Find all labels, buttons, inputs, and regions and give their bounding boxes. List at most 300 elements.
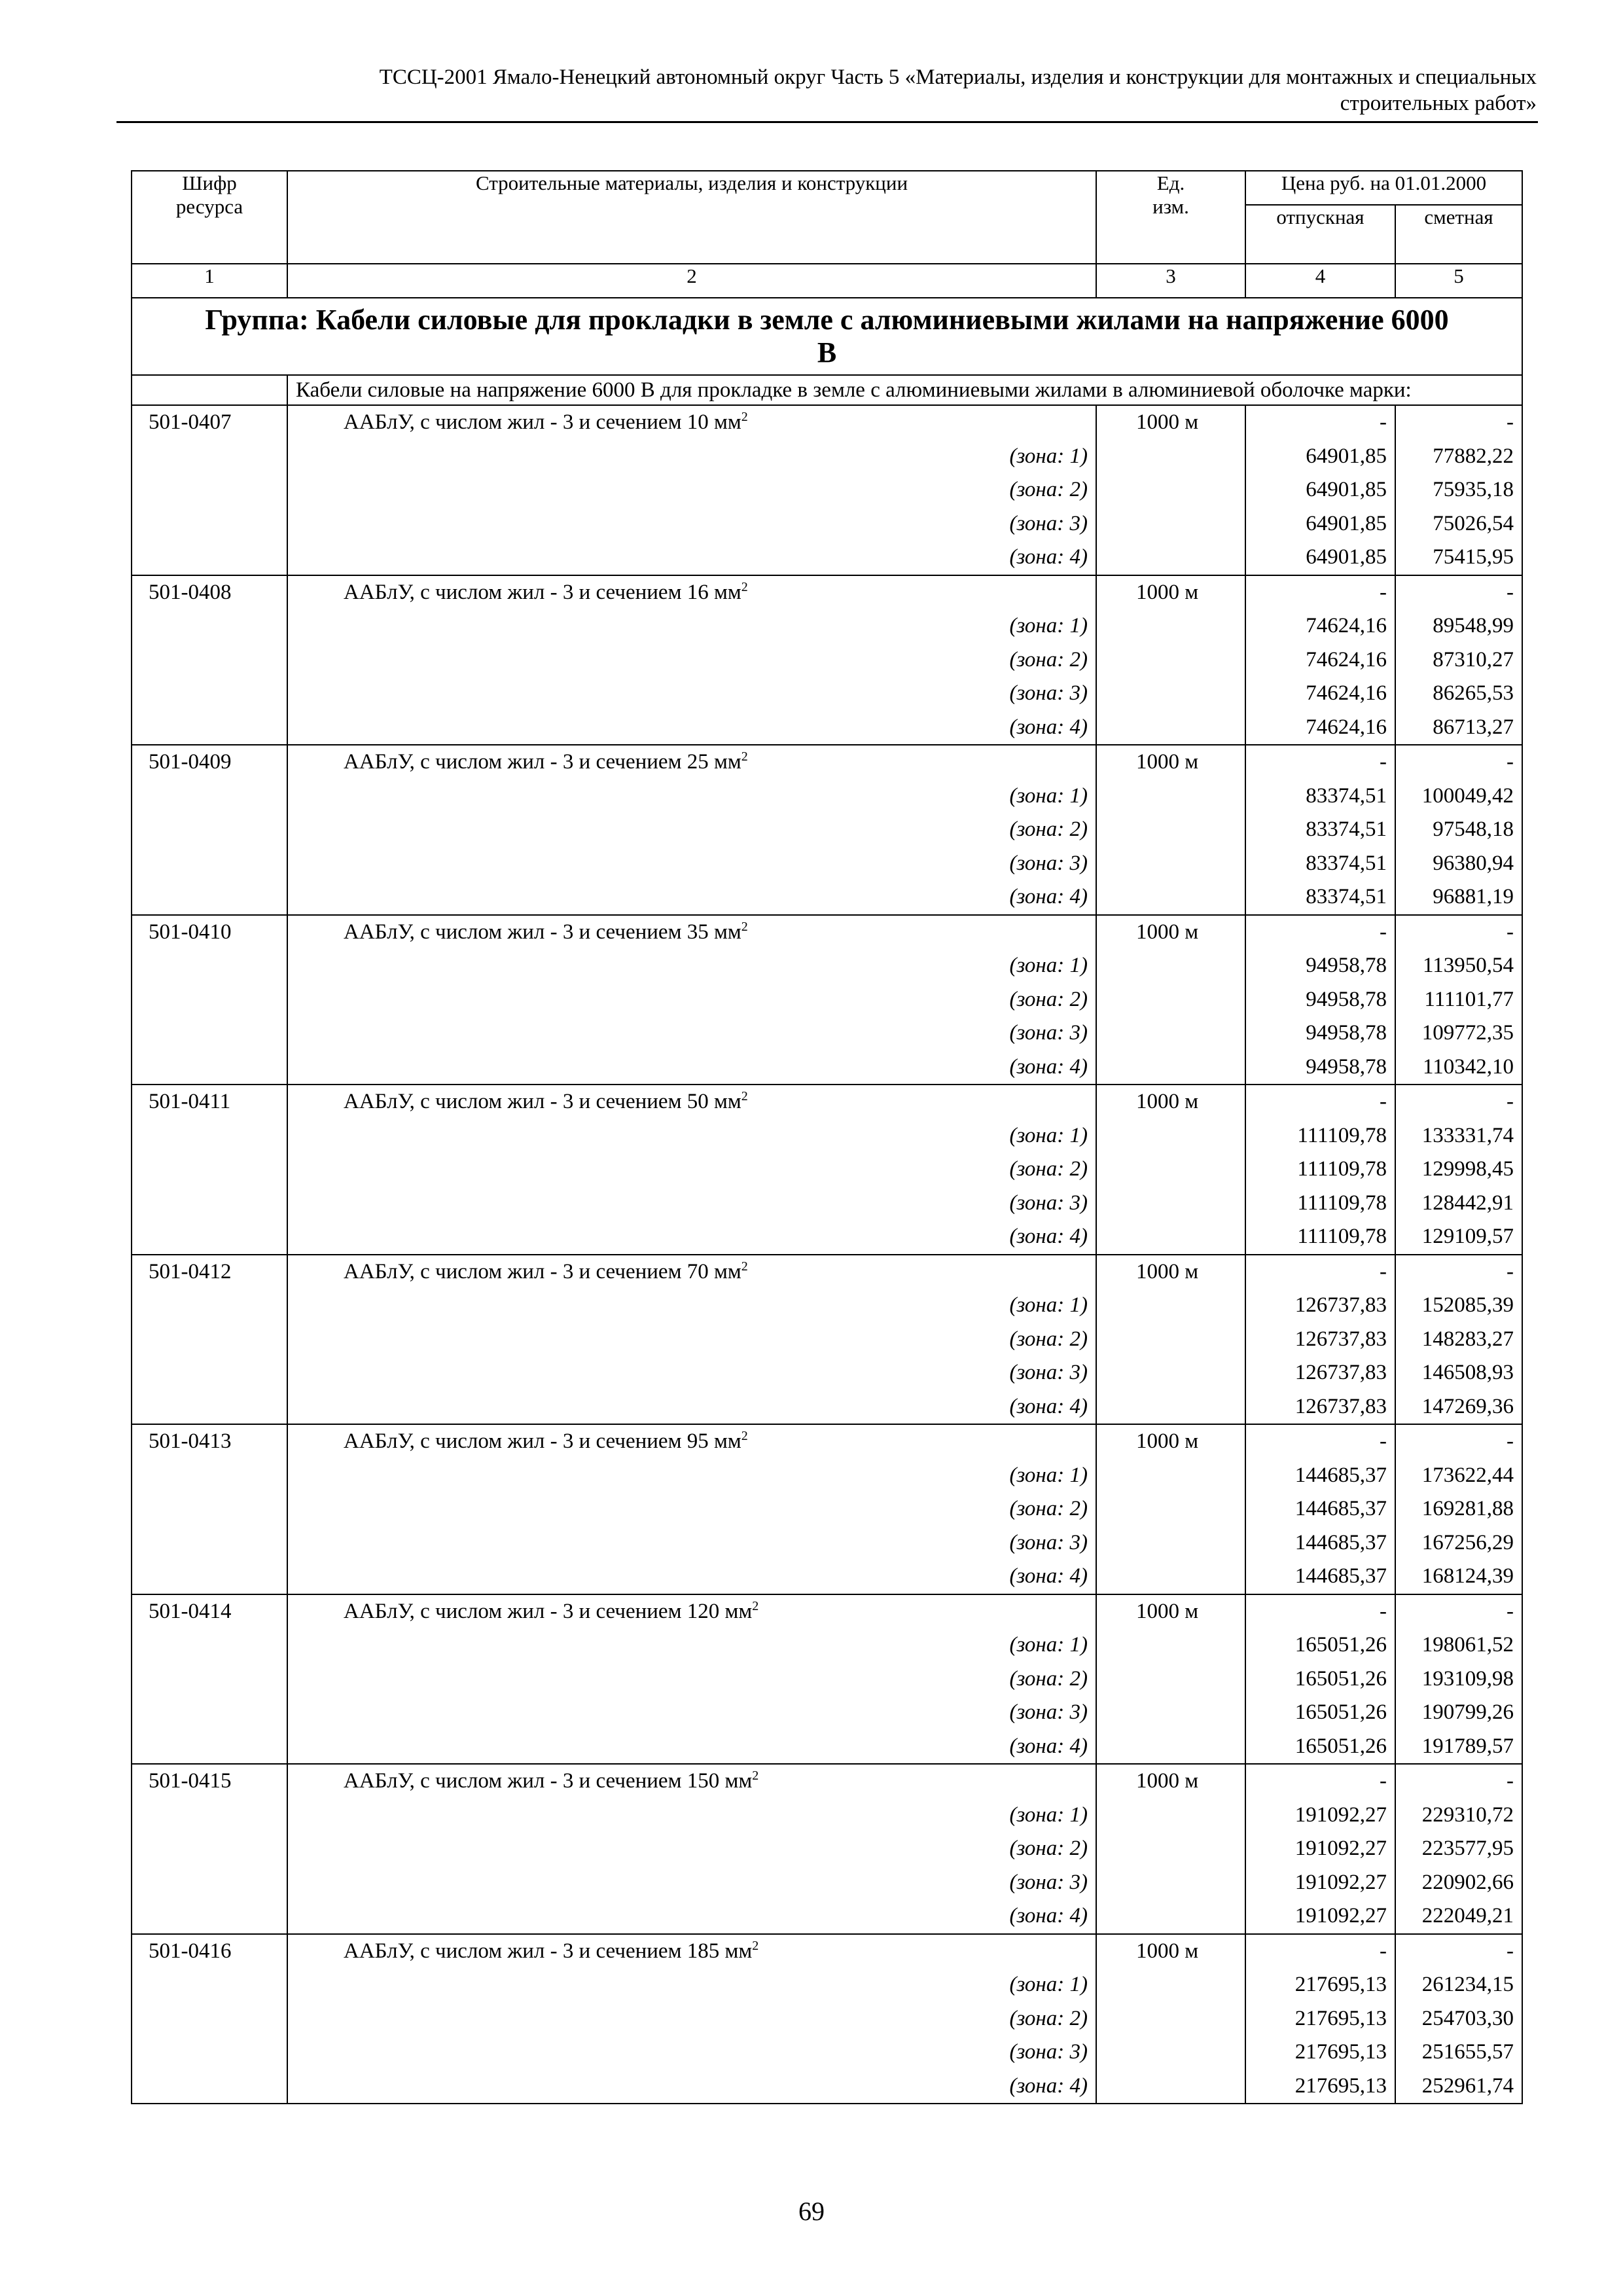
- item-release-price: -: [1380, 410, 1387, 434]
- item-name-text: ААБлУ, с числом жил - 3 и сечением 120 мм: [344, 1599, 753, 1623]
- zone-release-price: 217695,13: [1294, 2006, 1387, 2030]
- zone-release-price: 94958,78: [1306, 1021, 1387, 1045]
- zone-spacer: [1097, 983, 1245, 1017]
- item-estimate-cell: [1395, 1255, 1522, 1425]
- zone-spacer: [1097, 473, 1245, 507]
- zone-spacer: [132, 1153, 287, 1187]
- zone-spacer: [132, 1968, 287, 2002]
- item-unit: 1000 м: [1136, 1599, 1199, 1623]
- item-name-text: ААБлУ, с числом жил - 3 и сечением 185 мм: [344, 1939, 753, 1963]
- zone-spacer: [1097, 643, 1245, 677]
- table-row: [132, 575, 1522, 745]
- zone-label: (зона: 3): [1009, 1021, 1088, 1045]
- item-release-cell: [1245, 745, 1395, 915]
- item-unit: 1000 м: [1136, 1939, 1199, 1963]
- item-name-cell: [287, 1594, 1096, 1765]
- zone-estimate-price: 220902,66: [1421, 1870, 1514, 1894]
- zone-spacer: [132, 1662, 287, 1696]
- zone-release-price: 94958,78: [1306, 1054, 1387, 1079]
- zone-release-price: 144685,37: [1294, 1463, 1387, 1487]
- zone-spacer: [1097, 677, 1245, 711]
- zone-label: (зона: 4): [1009, 1564, 1088, 1588]
- zone-spacer: [132, 1323, 287, 1357]
- item-estimate-cell: [1395, 915, 1522, 1085]
- zone-spacer: [132, 1289, 287, 1323]
- zone-estimate-price: 96380,94: [1433, 851, 1514, 875]
- item-code: 501-0409: [149, 750, 232, 774]
- zone-spacer: [1097, 780, 1245, 814]
- item-name: [288, 1085, 1096, 1119]
- item-estimate-cell: [1395, 1764, 1522, 1934]
- zone-estimate-price: 86713,27: [1433, 715, 1514, 739]
- zone-estimate-price: 198061,52: [1421, 1633, 1514, 1657]
- item-unit-cell: [1096, 405, 1245, 575]
- zone-release-price: 165051,26: [1294, 1700, 1387, 1724]
- item-unit: 1000 м: [1136, 920, 1199, 944]
- zone-spacer: [132, 2070, 287, 2104]
- zone-spacer: [132, 1866, 287, 1900]
- header-code-line-2: ресурса: [175, 195, 243, 218]
- item-name: [288, 745, 1096, 780]
- item-release-cell: [1245, 405, 1395, 575]
- item-release-price: -: [1380, 1429, 1387, 1453]
- zone-estimate-price: 193109,98: [1421, 1666, 1514, 1691]
- zone-spacer: [132, 1390, 287, 1424]
- column-number: 4: [1245, 264, 1395, 298]
- zone-estimate-price: 229310,72: [1421, 1803, 1514, 1827]
- item-code-cell: [132, 405, 287, 575]
- item-code: 501-0416: [149, 1939, 232, 1963]
- zone-spacer: [1097, 1832, 1245, 1866]
- zone-spacer: [1097, 507, 1245, 541]
- header-estimate: сметная: [1395, 205, 1522, 264]
- zone-estimate-price: 191789,57: [1421, 1734, 1514, 1758]
- zone-release-price: 165051,26: [1294, 1666, 1387, 1691]
- item-estimate-price: -: [1507, 1259, 1514, 1283]
- item-estimate-price: -: [1507, 410, 1514, 434]
- item-name-cell: [287, 915, 1096, 1085]
- item-name-superscript: 2: [752, 1938, 759, 1953]
- zone-release-price: 191092,27: [1294, 1904, 1387, 1928]
- zone-estimate-price: 109772,35: [1421, 1021, 1514, 1045]
- zone-spacer: [132, 643, 287, 677]
- item-name-text: ААБлУ, с числом жил - 3 и сечением 25 мм: [344, 750, 741, 774]
- item-release-price: -: [1380, 1090, 1387, 1113]
- zone-release-price: 126737,83: [1294, 1394, 1387, 1418]
- item-unit: 1000 м: [1136, 410, 1199, 434]
- price-table: [131, 170, 1523, 2104]
- item-name-cell: [287, 575, 1096, 745]
- zone-spacer: [1097, 1050, 1245, 1085]
- zone-spacer: [132, 1187, 287, 1221]
- item-code: 501-0415: [149, 1769, 232, 1793]
- item-release-price: -: [1380, 750, 1387, 774]
- zone-label: (зона: 3): [1009, 1700, 1088, 1724]
- zone-release-price: 111109,78: [1297, 1191, 1387, 1215]
- table-row: [132, 745, 1522, 915]
- zone-label: (зона: 4): [1009, 1734, 1088, 1758]
- item-name-cell: [287, 1934, 1096, 2104]
- zone-spacer: [1097, 1119, 1245, 1153]
- item-name-text: ААБлУ, с числом жил - 3 и сечением 16 мм: [344, 580, 741, 604]
- zone-label: (зона: 4): [1009, 885, 1088, 908]
- item-code-cell: [132, 1085, 287, 1255]
- item-release-cell: [1245, 1255, 1395, 1425]
- zone-label: (зона: 3): [1009, 511, 1088, 535]
- zone-spacer: [132, 1899, 287, 1933]
- item-name-superscript: 2: [752, 1598, 759, 1613]
- zone-estimate-price: 110342,10: [1422, 1054, 1514, 1079]
- header-unit: [1096, 171, 1245, 264]
- item-code-cell: [132, 1934, 287, 2104]
- item-estimate-cell: [1395, 745, 1522, 915]
- zone-estimate-price: 152085,39: [1421, 1293, 1514, 1317]
- header-rule: [116, 121, 1538, 123]
- zone-release-price: 217695,13: [1294, 2073, 1387, 2098]
- zone-spacer: [132, 1220, 287, 1254]
- zone-release-price: 217695,13: [1294, 1973, 1387, 1996]
- group-title-row: [132, 298, 1522, 375]
- item-name-cell: [287, 1255, 1096, 1425]
- zone-release-price: 217695,13: [1294, 2040, 1387, 2064]
- zone-release-price: 74624,16: [1306, 715, 1387, 739]
- zone-release-price: 94958,78: [1306, 954, 1387, 977]
- item-release-price: -: [1380, 1599, 1387, 1623]
- header-code-line-1: Шифр: [182, 171, 237, 194]
- zone-estimate-price: 251655,57: [1421, 2040, 1514, 2064]
- zone-release-price: 126737,83: [1294, 1327, 1387, 1351]
- zone-spacer: [132, 609, 287, 643]
- item-name: [288, 406, 1096, 440]
- zone-label: (зона: 2): [1009, 1497, 1088, 1520]
- zone-label: (зона: 4): [1009, 2073, 1088, 2098]
- item-estimate-cell: [1395, 405, 1522, 575]
- item-code-cell: [132, 745, 287, 915]
- item-unit-cell: [1096, 1085, 1245, 1255]
- zone-release-price: 83374,51: [1306, 817, 1387, 841]
- table-row: [132, 1934, 1522, 2104]
- item-name-cell: [287, 1764, 1096, 1934]
- zone-release-price: 144685,37: [1294, 1497, 1387, 1520]
- zone-label: (зона: 4): [1009, 1394, 1088, 1418]
- column-number: 5: [1395, 264, 1522, 298]
- item-code: 501-0414: [149, 1599, 232, 1623]
- page-header: [116, 64, 1537, 117]
- zone-label: (зона: 2): [1009, 647, 1088, 672]
- zone-spacer: [1097, 847, 1245, 881]
- item-estimate-cell: [1395, 1934, 1522, 2104]
- item-estimate-cell: [1395, 1594, 1522, 1765]
- zone-spacer: [1097, 1968, 1245, 2002]
- zone-release-price: 64901,85: [1306, 545, 1387, 569]
- zone-spacer: [132, 1696, 287, 1730]
- zone-release-price: 191092,27: [1294, 1870, 1387, 1894]
- table-row: [132, 915, 1522, 1085]
- zone-estimate-price: 113950,54: [1422, 954, 1514, 977]
- zone-spacer: [132, 813, 287, 847]
- group-description: Кабели силовые на напряжение 6000 В для прокладке в земле с алюминиевыми жилами в алюминиевой оболочке марки:: [287, 375, 1522, 405]
- item-release-cell: [1245, 575, 1395, 745]
- item-unit: 1000 м: [1136, 580, 1199, 604]
- zone-label: (зона: 1): [1009, 444, 1088, 468]
- zone-spacer: [1097, 1730, 1245, 1764]
- item-name-superscript: 2: [741, 1089, 748, 1103]
- table-row: [132, 1424, 1522, 1594]
- zone-spacer: [132, 1119, 287, 1153]
- zone-estimate-price: 96881,19: [1433, 885, 1514, 908]
- zone-release-price: 83374,51: [1306, 885, 1387, 908]
- group-title-line-1: Группа: Кабели силовые для прокладки в земле с алюминиевыми жилами на напряжение 6000: [205, 304, 1449, 336]
- table-row: [132, 1594, 1522, 1765]
- zone-spacer: [1097, 1390, 1245, 1424]
- item-unit: 1000 м: [1136, 1769, 1199, 1793]
- item-name: [288, 1255, 1096, 1289]
- item-code-cell: [132, 1764, 287, 1934]
- zone-spacer: [1097, 1560, 1245, 1594]
- zone-spacer: [132, 1799, 287, 1833]
- zone-spacer: [132, 1832, 287, 1866]
- zone-estimate-price: 146508,93: [1421, 1361, 1514, 1384]
- zone-spacer: [132, 1730, 287, 1764]
- item-name-text: ААБлУ, с числом жил - 3 и сечением 50 мм: [344, 1090, 741, 1113]
- zone-label: (зона: 1): [1009, 1293, 1088, 1317]
- item-unit: 1000 м: [1136, 750, 1199, 774]
- zone-release-price: 165051,26: [1294, 1734, 1387, 1758]
- item-name-text: ААБлУ, с числом жил - 3 и сечением 95 мм: [344, 1429, 741, 1453]
- item-estimate-price: -: [1507, 750, 1514, 774]
- zone-spacer: [1097, 1220, 1245, 1254]
- zone-estimate-price: 75026,54: [1433, 511, 1514, 535]
- zone-label: (зона: 1): [1009, 783, 1088, 808]
- zone-label: (зона: 1): [1009, 1633, 1088, 1657]
- zone-spacer: [1097, 813, 1245, 847]
- zone-estimate-price: 100049,42: [1421, 783, 1514, 808]
- item-name-text: ААБлУ, с числом жил - 3 и сечением 10 мм: [344, 410, 741, 434]
- item-name-superscript: 2: [741, 1259, 748, 1274]
- column-number-row: [132, 264, 1522, 298]
- item-name-superscript: 2: [741, 919, 748, 934]
- header-name: Строительные материалы, изделия и конструкции: [287, 171, 1096, 264]
- zone-estimate-price: 169281,88: [1421, 1497, 1514, 1520]
- item-estimate-cell: [1395, 575, 1522, 745]
- zone-label: (зона: 1): [1009, 954, 1088, 977]
- zone-spacer: [1097, 1492, 1245, 1526]
- zone-label: (зона: 2): [1009, 1666, 1088, 1691]
- item-release-cell: [1245, 915, 1395, 1085]
- zone-release-price: 111109,78: [1297, 1123, 1387, 1147]
- zone-estimate-price: 111101,77: [1424, 987, 1514, 1011]
- zone-label: (зона: 1): [1009, 1123, 1088, 1147]
- zone-label: (зона: 3): [1009, 681, 1088, 705]
- item-unit: 1000 м: [1136, 1090, 1199, 1113]
- zone-estimate-price: 129109,57: [1421, 1225, 1514, 1248]
- zone-spacer: [1097, 1323, 1245, 1357]
- zone-spacer: [132, 949, 287, 983]
- item-release-cell: [1245, 1594, 1395, 1765]
- zone-spacer: [132, 711, 287, 745]
- zone-spacer: [132, 1459, 287, 1493]
- header-price: Цена руб. на 01.01.2000: [1245, 171, 1522, 205]
- zone-release-price: 126737,83: [1294, 1293, 1387, 1317]
- item-code-cell: [132, 915, 287, 1085]
- zone-label: (зона: 3): [1009, 1191, 1088, 1215]
- item-code-cell: [132, 1424, 287, 1594]
- zone-spacer: [1097, 1696, 1245, 1730]
- item-code: 501-0407: [149, 410, 232, 434]
- zone-spacer: [132, 2036, 287, 2070]
- zone-spacer: [1097, 1628, 1245, 1662]
- zone-spacer: [1097, 2002, 1245, 2036]
- item-name-cell: [287, 745, 1096, 915]
- zone-estimate-price: 168124,39: [1421, 1564, 1514, 1588]
- zone-estimate-price: 86265,53: [1433, 681, 1514, 705]
- item-code: 501-0408: [149, 580, 232, 604]
- item-name-text: ААБлУ, с числом жил - 3 и сечением 35 мм: [344, 920, 741, 944]
- zone-label: (зона: 3): [1009, 1361, 1088, 1384]
- zone-estimate-price: 129998,45: [1421, 1157, 1514, 1181]
- item-name: [288, 1935, 1096, 1969]
- item-release-price: -: [1380, 1259, 1387, 1283]
- zone-spacer: [1097, 1289, 1245, 1323]
- zone-release-price: 64901,85: [1306, 478, 1387, 501]
- zone-label: (зона: 4): [1009, 1054, 1088, 1079]
- zone-label: (зона: 1): [1009, 614, 1088, 637]
- zone-release-price: 64901,85: [1306, 444, 1387, 468]
- page-number: 69: [798, 2197, 825, 2226]
- item-code: 501-0410: [149, 920, 232, 944]
- item-release-cell: [1245, 1424, 1395, 1594]
- item-release-cell: [1245, 1764, 1395, 1934]
- item-release-cell: [1245, 1085, 1395, 1255]
- item-name-superscript: 2: [741, 749, 748, 764]
- table-row: [132, 405, 1522, 575]
- zone-release-price: 94958,78: [1306, 987, 1387, 1011]
- header-unit-line-2: изм.: [1152, 195, 1189, 218]
- zone-spacer: [132, 1628, 287, 1662]
- zone-spacer: [1097, 1866, 1245, 1900]
- zone-estimate-price: 261234,15: [1421, 1973, 1514, 1996]
- zone-spacer: [1097, 541, 1245, 575]
- item-release-price: -: [1380, 580, 1387, 604]
- item-code-cell: [132, 1594, 287, 1765]
- zone-spacer: [1097, 1799, 1245, 1833]
- table-row: [132, 1764, 1522, 1934]
- item-name: [288, 576, 1096, 610]
- zone-spacer: [1097, 1662, 1245, 1696]
- item-estimate-price: -: [1507, 580, 1514, 604]
- group-description-row: [132, 375, 1522, 405]
- zone-spacer: [132, 780, 287, 814]
- zone-estimate-price: 77882,22: [1433, 444, 1514, 468]
- item-unit-cell: [1096, 745, 1245, 915]
- item-code-cell: [132, 575, 287, 745]
- zone-spacer: [1097, 1016, 1245, 1050]
- zone-spacer: [132, 440, 287, 474]
- zone-spacer: [132, 1356, 287, 1390]
- zone-estimate-price: 128442,91: [1421, 1191, 1514, 1215]
- zone-estimate-price: 97548,18: [1433, 817, 1514, 841]
- zone-release-price: 144685,37: [1294, 1530, 1387, 1554]
- item-estimate-price: -: [1507, 1939, 1514, 1963]
- zone-label: (зона: 1): [1009, 1803, 1088, 1827]
- zone-spacer: [1097, 1153, 1245, 1187]
- item-unit-cell: [1096, 1764, 1245, 1934]
- empty-cell: [132, 375, 287, 405]
- header-line-2: строительных работ»: [1340, 92, 1537, 115]
- zone-label: (зона: 2): [1009, 1837, 1088, 1860]
- item-name: [288, 1765, 1096, 1799]
- zone-label: (зона: 4): [1009, 1904, 1088, 1928]
- item-estimate-price: -: [1507, 920, 1514, 944]
- header-unit-line-1: Ед.: [1156, 171, 1185, 194]
- zone-release-price: 191092,27: [1294, 1803, 1387, 1827]
- zone-release-price: 83374,51: [1306, 783, 1387, 808]
- zone-spacer: [1097, 1356, 1245, 1390]
- item-release-price: -: [1380, 1939, 1387, 1963]
- zone-label: (зона: 1): [1009, 1463, 1088, 1487]
- item-estimate-price: -: [1507, 1769, 1514, 1793]
- item-estimate-price: -: [1507, 1599, 1514, 1623]
- zone-spacer: [132, 677, 287, 711]
- zone-release-price: 126737,83: [1294, 1361, 1387, 1384]
- zone-label: (зона: 2): [1009, 987, 1088, 1011]
- zone-spacer: [1097, 2036, 1245, 2070]
- zone-spacer: [1097, 949, 1245, 983]
- group-title: [132, 298, 1522, 375]
- zone-estimate-price: 75415,95: [1433, 545, 1514, 569]
- zone-spacer: [132, 983, 287, 1017]
- table-header-row: [132, 171, 1522, 205]
- zone-estimate-price: 87310,27: [1433, 647, 1514, 672]
- zone-estimate-price: 222049,21: [1421, 1904, 1514, 1928]
- item-name-superscript: 2: [741, 1429, 748, 1443]
- zone-label: (зона: 3): [1009, 2040, 1088, 2064]
- zone-estimate-price: 223577,95: [1421, 1837, 1514, 1860]
- zone-spacer: [1097, 609, 1245, 643]
- table-row: [132, 1085, 1522, 1255]
- item-release-cell: [1245, 1934, 1395, 2104]
- zone-estimate-price: 173622,44: [1421, 1463, 1514, 1487]
- zone-spacer: [132, 880, 287, 914]
- zone-spacer: [1097, 440, 1245, 474]
- item-estimate-price: -: [1507, 1429, 1514, 1453]
- zone-label: (зона: 2): [1009, 817, 1088, 841]
- item-estimate-cell: [1395, 1085, 1522, 1255]
- zone-label: (зона: 2): [1009, 1157, 1088, 1181]
- zone-spacer: [1097, 1187, 1245, 1221]
- zone-release-price: 165051,26: [1294, 1633, 1387, 1657]
- item-unit-cell: [1096, 1594, 1245, 1765]
- zone-spacer: [1097, 2070, 1245, 2104]
- item-unit-cell: [1096, 1255, 1245, 1425]
- item-code: 501-0412: [149, 1259, 232, 1283]
- item-code: 501-0411: [149, 1090, 231, 1113]
- column-number: 3: [1096, 264, 1245, 298]
- item-release-price: -: [1380, 920, 1387, 944]
- zone-estimate-price: 75935,18: [1433, 478, 1514, 501]
- item-name-superscript: 2: [741, 410, 748, 424]
- item-name: [288, 916, 1096, 950]
- item-name-superscript: 2: [741, 579, 748, 594]
- item-unit: 1000 м: [1136, 1259, 1199, 1283]
- item-release-price: -: [1380, 1769, 1387, 1793]
- zone-release-price: 74624,16: [1306, 614, 1387, 637]
- item-estimate-cell: [1395, 1424, 1522, 1594]
- item-code-cell: [132, 1255, 287, 1425]
- header-code: [132, 171, 287, 264]
- zone-spacer: [132, 1050, 287, 1085]
- zone-label: (зона: 4): [1009, 715, 1088, 739]
